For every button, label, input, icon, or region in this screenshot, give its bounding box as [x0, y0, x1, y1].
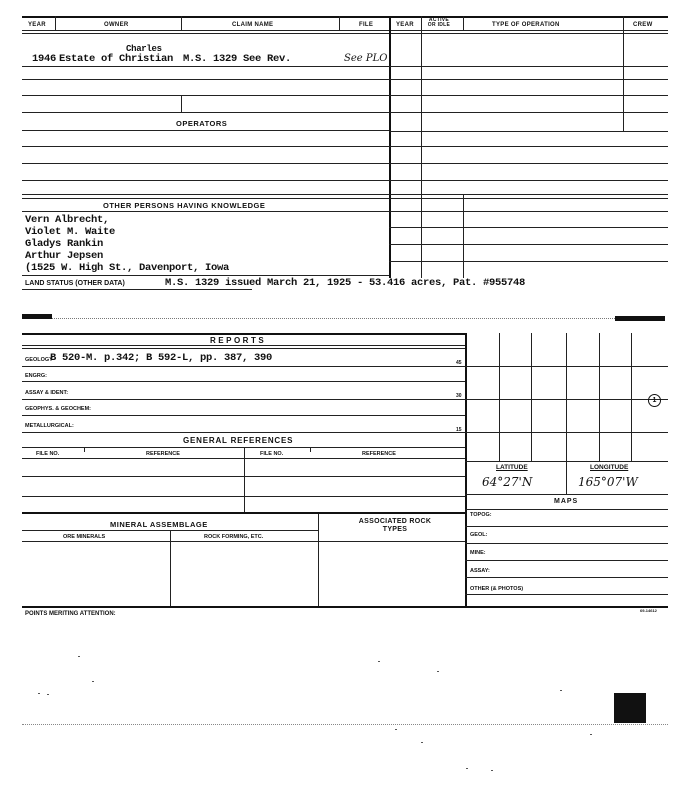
ref-col-reference-2: REFERENCE [362, 451, 396, 457]
points-meriting-attention: POINTS MERITING ATTENTION: [25, 611, 116, 617]
owner-entry-owner: Estate of Christian [59, 53, 174, 65]
longitude-value: 165°07'W [578, 475, 638, 489]
rock-forming-label: ROCK FORMING, ETC. [204, 534, 264, 540]
header-type-of-operation: TYPE OF OPERATION [492, 22, 560, 28]
circled-number-badge [648, 394, 661, 407]
header-file: FILE [359, 22, 374, 28]
associated-rock-types-heading: ASSOCIATED ROCK TYPES [358, 518, 432, 533]
maps-other: OTHER (& PHOTOS) [470, 586, 524, 592]
person-3: Gladys Rankin [25, 238, 104, 250]
person-2: Violet M. Waite [25, 226, 116, 238]
operators-heading: OPERATORS [176, 119, 228, 128]
assay-label: ASSAY & IDENT: [25, 390, 69, 396]
header-owner: OWNER [104, 22, 129, 28]
owner-entry-file: See PLO [344, 53, 388, 64]
other-persons-heading: OTHER PERSONS HAVING KNOWLEDGE [103, 201, 266, 210]
owner-entry-claim-name: M.S. 1329 See Rev. [183, 53, 292, 65]
scale-15: 15 [456, 427, 462, 433]
maps-geol: GEOL: [470, 532, 488, 538]
form-number: 69-14612 [640, 608, 657, 613]
header-claim-name: CLAIM NAME [232, 22, 274, 28]
ref-col-file-no-2: FILE NO. [260, 451, 284, 457]
geology-label: GEOLOGY [25, 357, 53, 363]
header-crew: CREW [633, 22, 653, 28]
mineral-assemblage-heading: MINERAL ASSEMBLAGE [110, 520, 208, 529]
owner-entry-year: 1946 [32, 53, 57, 65]
land-status-label: LAND STATUS (OTHER DATA) [25, 280, 125, 287]
person-5: (1525 W. High St., Davenport, Iowa [25, 262, 230, 274]
maps-assay: ASSAY: [470, 568, 490, 574]
person-1: Vern Albrecht, [25, 214, 110, 226]
land-status-text: M.S. 1329 issued March 21, 1925 - 53.416 acres, Pat. #955748 [165, 277, 526, 289]
longitude-label: LONGITUDE [590, 464, 629, 471]
header-year-right: YEAR [396, 22, 414, 28]
latitude-label: LATITUDE [496, 464, 528, 471]
maps-heading: MAPS [554, 498, 579, 505]
header-year: YEAR [28, 22, 46, 28]
circled-number: 1 [652, 397, 657, 404]
reports-heading: REPORTS [210, 336, 267, 345]
maps-mine: MINE: [470, 550, 486, 556]
person-4: Arthur Jepsen [25, 250, 104, 262]
engrg-label: ENGRG: [25, 373, 47, 379]
owner-entry-owner-above: Charles [126, 44, 162, 54]
ref-col-reference: REFERENCE [146, 451, 180, 457]
general-references-heading: GENERAL REFERENCES [183, 436, 294, 445]
ore-minerals-label: ORE MINERALS [63, 534, 106, 540]
geology-value: B 520-M. p.342; B 592-L, pp. 387, 390 [50, 352, 273, 364]
metallurgical-label: METALLURGICAL: [25, 423, 74, 429]
scale-30: 30 [456, 393, 462, 399]
ref-col-file-no: FILE NO. [36, 451, 60, 457]
latitude-value: 64°27'N [482, 475, 533, 489]
geophys-label: GEOPHYS. & GEOCHEM: [25, 406, 92, 412]
header-active-or-idle: ACTIVE OR IDLE [427, 17, 451, 28]
scale-45: 45 [456, 360, 462, 366]
maps-topog: TOPOG: [470, 512, 492, 518]
